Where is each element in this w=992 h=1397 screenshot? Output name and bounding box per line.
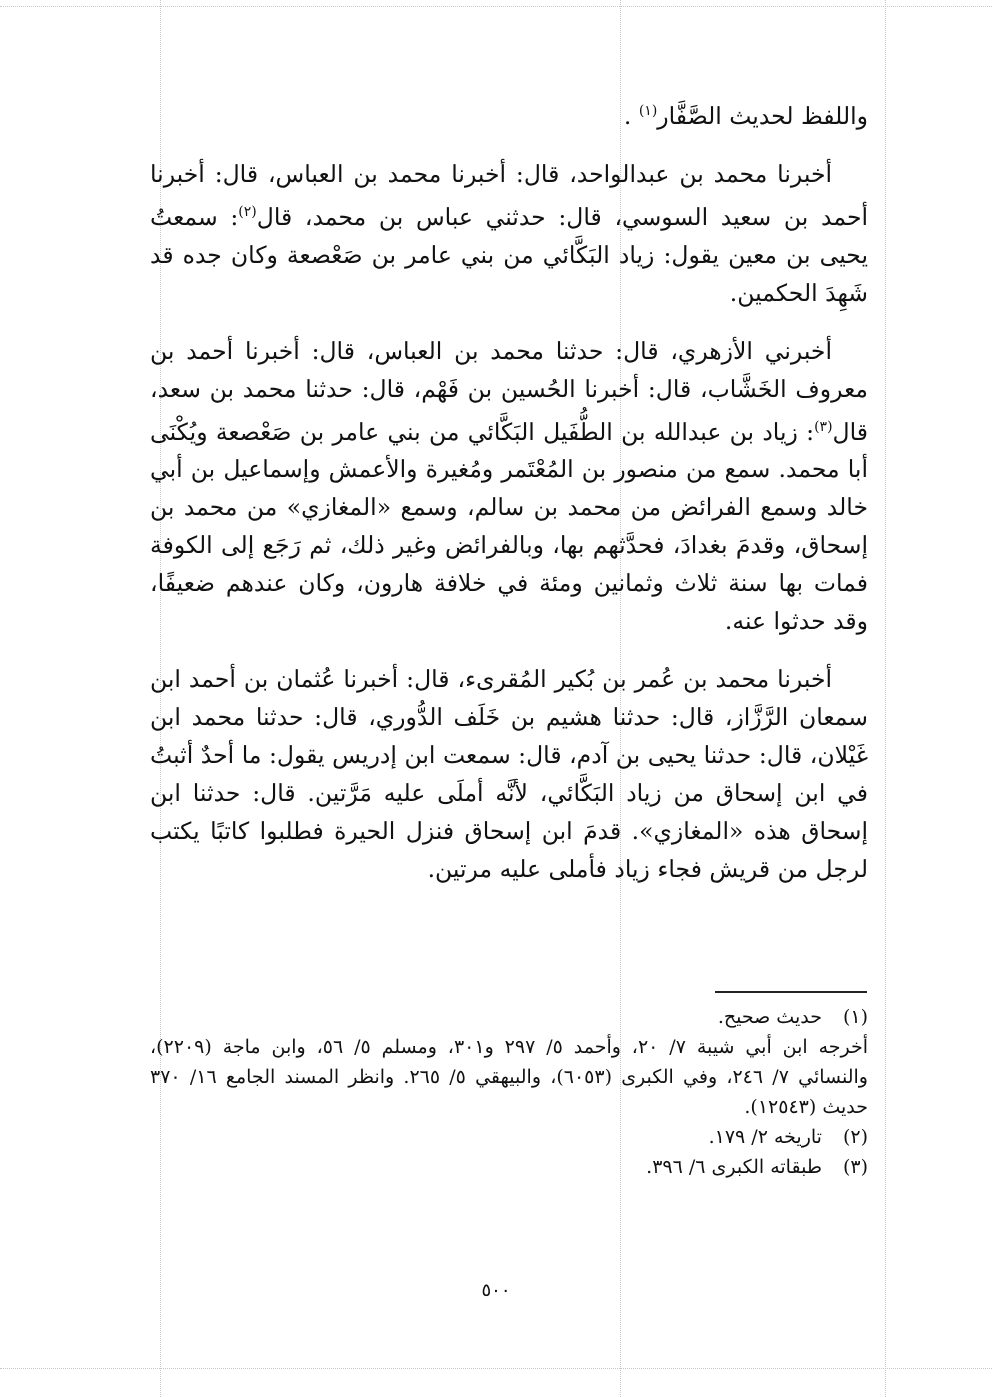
page-number: ٥٠٠ [481, 1280, 511, 1301]
footnote-ref: (٣) [814, 418, 833, 435]
footnote-item [150, 1152, 868, 1182]
paragraph-text: أخبرنا محمد بن عُمر بن بُكير المُقرىء، قال: أخبرنا عُثمان بن أحمد ابن سمعان الرَّزَّاز، قال: حدثنا هشيم بن خَلَف الدُّوري، قال: حدثنا محمد ابن غَيْلان، قال: حدثنا يحيى بن آدم، قال: سمعت ابن إدريس يقول: ما أحدٌ أثبتُ في ابن إسحاق من زياد البَكَّائي، لأنَّه أملَى عليه مَرَّتين. قال: حدثنا ابن إسحاق هذه «المغازي». قدمَ ابن إسحاق فنزل الحيرة فطلبوا كاتبًا يكتب لرجل من قريش فجاء زياد فأملى عليه مرتين. [150, 665, 868, 884]
footnote-number: (٣) [842, 1156, 868, 1178]
footnote-ref: (٢) [238, 203, 257, 220]
paragraph [150, 660, 868, 888]
paragraph-text: أخبرني الأزهري، قال: حدثنا محمد بن العباس، قال: أخبرنا أحمد بن معروف الخَشَّاب، قال: أخبرنا الحُسين بن فَهْم، قال: حدثنا محمد بن سعد، قال [150, 336, 868, 446]
paragraph-text: : سمعتُ يحيى بن معين يقول: زياد البَكَّائي من بني عامر بن صَعْصعة وكان جده قد شَهِدَ الحكمين. [150, 202, 868, 307]
footnotes [150, 1002, 868, 1182]
footnote-number: (١) [842, 1006, 868, 1028]
paragraph [150, 92, 868, 135]
paragraph [150, 155, 868, 312]
footnote-item [150, 1122, 868, 1152]
paragraph-text: : زياد بن عبدالله بن الطُّفَيل البَكَّائي من بني عامر بن صَعْصعة ويُكْنَى أبا محمد. سمع من منصور بن المُعْتَمر ومُغيرة والأعمش وإسماعيل بن أبي خالد وسمع الفرائض من محمد بن سالم، وسمع «المغازي» من محمد بن إسحاق، وقدمَ بغدادَ، فحدَّثهم بها، وبالفرائض وغير ذلك، ثم رَجَع إلى الكوفة فمات بها سنة ثلاث وثمانين ومئة في خلافة هارون، وكان عندهم ضعيفًا، وقد حدثوا عنه. [150, 417, 868, 636]
scan-guide-line [885, 0, 886, 1397]
paragraph [150, 332, 868, 641]
footnote-separator [715, 991, 867, 993]
footnote-number: (٢) [842, 1126, 868, 1148]
footnote-text: تاريخه ٢/ ١٧٩. [708, 1126, 822, 1148]
scan-guide-line [0, 1368, 992, 1369]
footnote-text: طبقاته الكبرى ٦/ ٣٩٦. [646, 1156, 822, 1178]
footnote-detail: أخرجه ابن أبي شيبة ٧/ ٢٠، وأحمد ٥/ ٢٩٧ و٣٠١، ومسلم ٥/ ٥٦، وابن ماجة (٢٢٠٩)، والنسائي ٧/ ٢٤٦، وفي الكبرى (٦٠٥٣)، والبيهقي ٥/ ٢٦٥. وانظر المسند الجامع ١٦/ ٣٧٠ حديث (١٢٥٤٣). [150, 1036, 869, 1118]
footnote-item [150, 1002, 868, 1032]
paragraph-text: أخبرنا محمد بن عبدالواحد، قال: أخبرنا محمد بن العباس، قال: أخبرنا أحمد بن سعيد السوسي، قال: حدثني عباس بن محمد، قال [150, 159, 868, 231]
main-text [150, 92, 868, 908]
scan-guide-line [0, 6, 992, 7]
footnote-ref: (١) [638, 103, 658, 119]
paragraph-text: واللفظ لحديث الصَّفَّار [657, 101, 868, 130]
footnote-text: حديث صحيح. [717, 1006, 822, 1028]
paragraph-text: . [623, 101, 639, 130]
